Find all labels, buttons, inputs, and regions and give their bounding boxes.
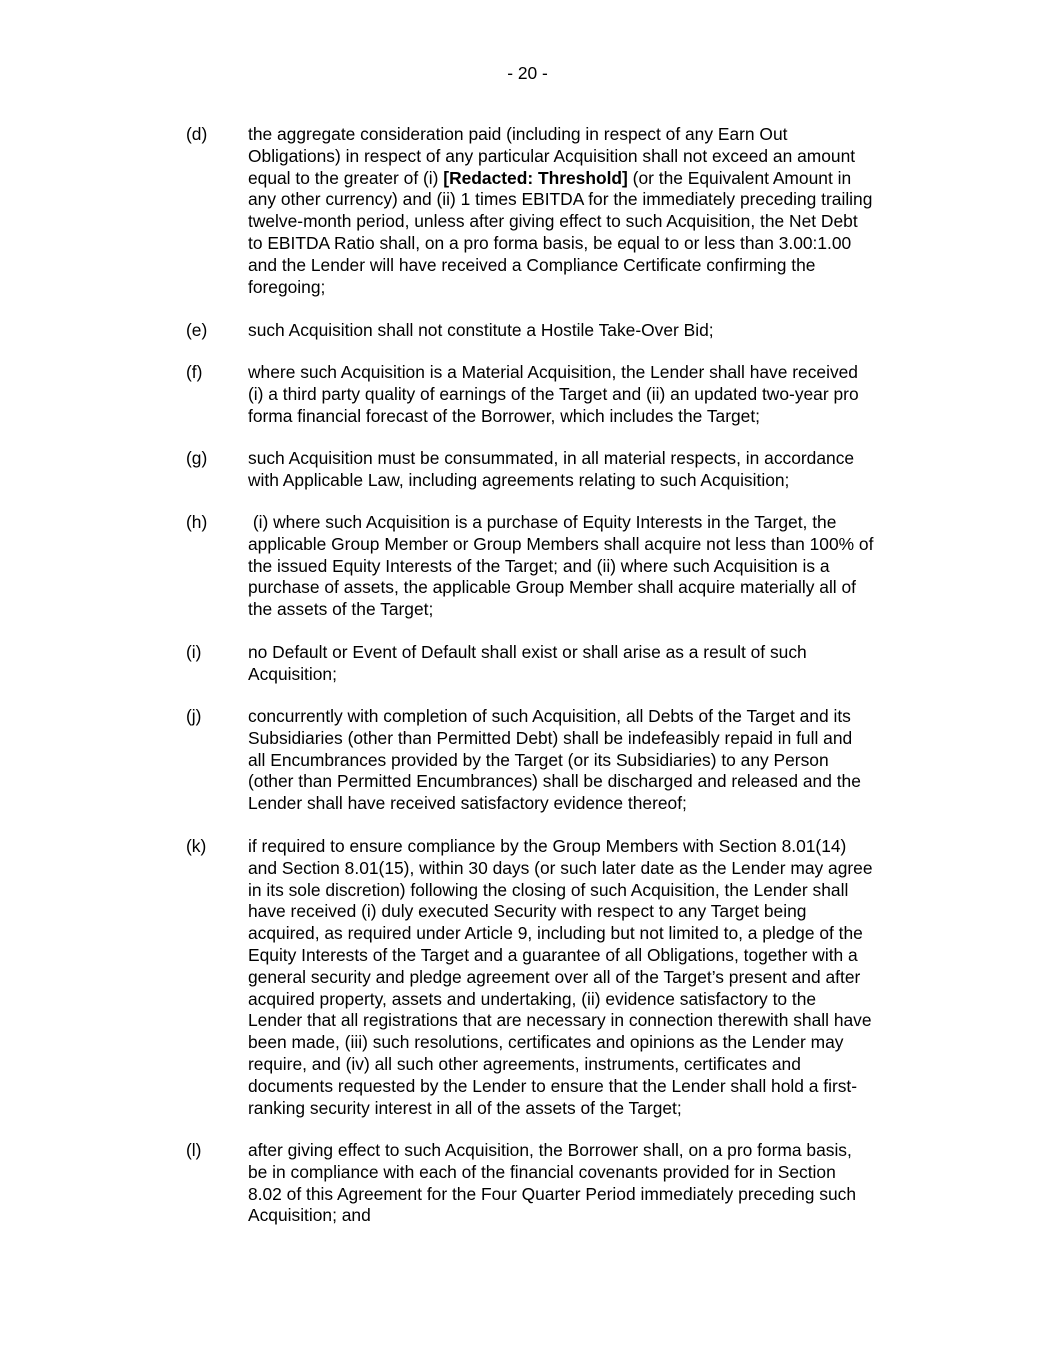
clause-label: (i): [186, 642, 202, 662]
clause-line: 8.02 of this Agreement for the Four Quarter Period immediately preceding such: [248, 1183, 857, 1204]
clause-label: (d): [186, 124, 208, 144]
clause-line: applicable Group Member or Group Members shall acquire not less than 100% of: [248, 533, 874, 554]
clause-line: and Section 8.01(15), within 30 days (or such later date as the Lender may agree: [248, 857, 873, 878]
clause-line: any other currency) and (ii) 1 times EBITDA for the immediately preceding trailing: [248, 189, 873, 210]
clause-line: Equity Interests of the Target and a guarantee of all Obligations, together with a: [248, 944, 858, 965]
clause-line: if required to ensure compliance by the Group Members with Section 8.01(14): [248, 836, 847, 856]
clause-line: Subsidiaries (other than Permitted Debt) shall be indefeasibly repaid in full and: [248, 727, 853, 748]
clause-line: Acquisition;: [248, 663, 337, 684]
clause-label: (l): [186, 1140, 202, 1160]
clause-line: Obligations) in respect of any particular Acquisition shall not exceed an amount: [248, 145, 856, 166]
clause-line: (other than Permitted Encumbrances) shall be discharged and released and the: [248, 771, 861, 792]
clause-label: (f): [186, 362, 203, 382]
clause-line: acquired, as required under Article 9, including but not limited to, a pledge of the: [248, 923, 863, 944]
clause-line: to EBITDA Ratio shall, on a pro forma basis, be equal to or less than 3.00:1.00: [248, 232, 852, 253]
clause-label: (e): [186, 320, 208, 340]
clause-text: [248, 642, 938, 686]
clause-text: [248, 320, 938, 342]
clause-line: [248, 168, 938, 190]
page-number: - 20 -: [507, 63, 548, 83]
clause-label: (h): [186, 512, 208, 532]
clause-line: been made, (iii) such resolutions, certificates and opinions as the Lender may: [248, 1032, 844, 1053]
clause-line: require, and (iv) all such other agreements, instruments, certificates and: [248, 1053, 801, 1074]
clause-line: twelve-month period, unless after giving effect to such Acquisition, the Net Debt: [248, 211, 858, 232]
clause-line-part: equal to the greater of (i): [248, 167, 444, 188]
clause-line: concurrently with completion of such Acquisition, all Debts of the Target and its: [248, 706, 851, 726]
clause-line: the assets of the Target;: [248, 599, 434, 620]
clause-line: all Encumbrances provided by the Target (or its Subsidiaries) to any Person: [248, 749, 829, 770]
clause-line: in its sole discretion) following the closing of such Acquisition, the Lender shall: [248, 879, 849, 900]
clause-line: general security and pledge agreement over all of the Target’s present and after: [248, 966, 861, 987]
clause-line: be in compliance with each of the financial covenants provided for in Section: [248, 1161, 836, 1182]
clause-label: (g): [186, 448, 208, 468]
clause-label: (j): [186, 706, 202, 726]
clause-text: [248, 512, 938, 621]
clause-line: where such Acquisition is a Material Acquisition, the Lender shall have received: [248, 362, 858, 382]
clause-line: such Acquisition must be consummated, in all material respects, in accordance: [248, 448, 855, 468]
clause-line: acquired property, assets and undertaking, (ii) evidence satisfactory to the: [248, 988, 817, 1009]
clause-text: [248, 448, 938, 492]
clause-text: [248, 836, 938, 1119]
clause-line: and the Lender will have received a Compliance Certificate confirming the: [248, 254, 816, 275]
clause-text: [248, 124, 938, 298]
clause-line: ranking security interest in all of the assets of the Target;: [248, 1097, 682, 1118]
clause-line-part: (or the Equivalent Amount in: [627, 167, 852, 188]
clause-line: the issued Equity Interests of the Target; and (ii) where such Acquisition is a: [248, 555, 830, 576]
clause-line: Acquisition; and: [248, 1205, 371, 1226]
clause-label: (k): [186, 836, 207, 856]
clause-text: [248, 706, 938, 815]
clause-line: forma financial forecast of the Borrower, which includes the Target;: [248, 405, 760, 426]
clause-line: no Default or Event of Default shall exist or shall arise as a result of such: [248, 642, 807, 662]
clause-text: [248, 1140, 938, 1227]
clause-text: [248, 362, 938, 427]
clause-line: foregoing;: [248, 276, 326, 297]
clause-line: Lender that all registrations that are necessary in connection therewith shall have: [248, 1010, 872, 1031]
clause-line: have received (i) duly executed Security with respect to any Target being: [248, 901, 807, 922]
clause-line: (i) a third party quality of earnings of the Target and (ii) an updated two-year pro: [248, 383, 859, 404]
clause-line: the aggregate consideration paid (including in respect of any Earn Out: [248, 124, 788, 144]
clause-line: purchase of assets, the applicable Group Member shall acquire materially all of: [248, 577, 857, 598]
clause-line: such Acquisition shall not constitute a Hostile Take-Over Bid;: [248, 320, 714, 340]
redacted-threshold: [Redacted: Threshold]: [443, 167, 628, 188]
clause-line: Lender shall have received satisfactory evidence thereof;: [248, 793, 687, 814]
clause-line: with Applicable Law, including agreements relating to such Acquisition;: [248, 469, 790, 490]
clause-line: documents requested by the Lender to ensure that the Lender shall hold a first-: [248, 1075, 858, 1096]
clause-line: (i) where such Acquisition is a purchase of Equity Interests in the Target, the: [248, 512, 837, 532]
clause-line: after giving effect to such Acquisition, the Borrower shall, on a pro forma basis,: [248, 1140, 852, 1160]
